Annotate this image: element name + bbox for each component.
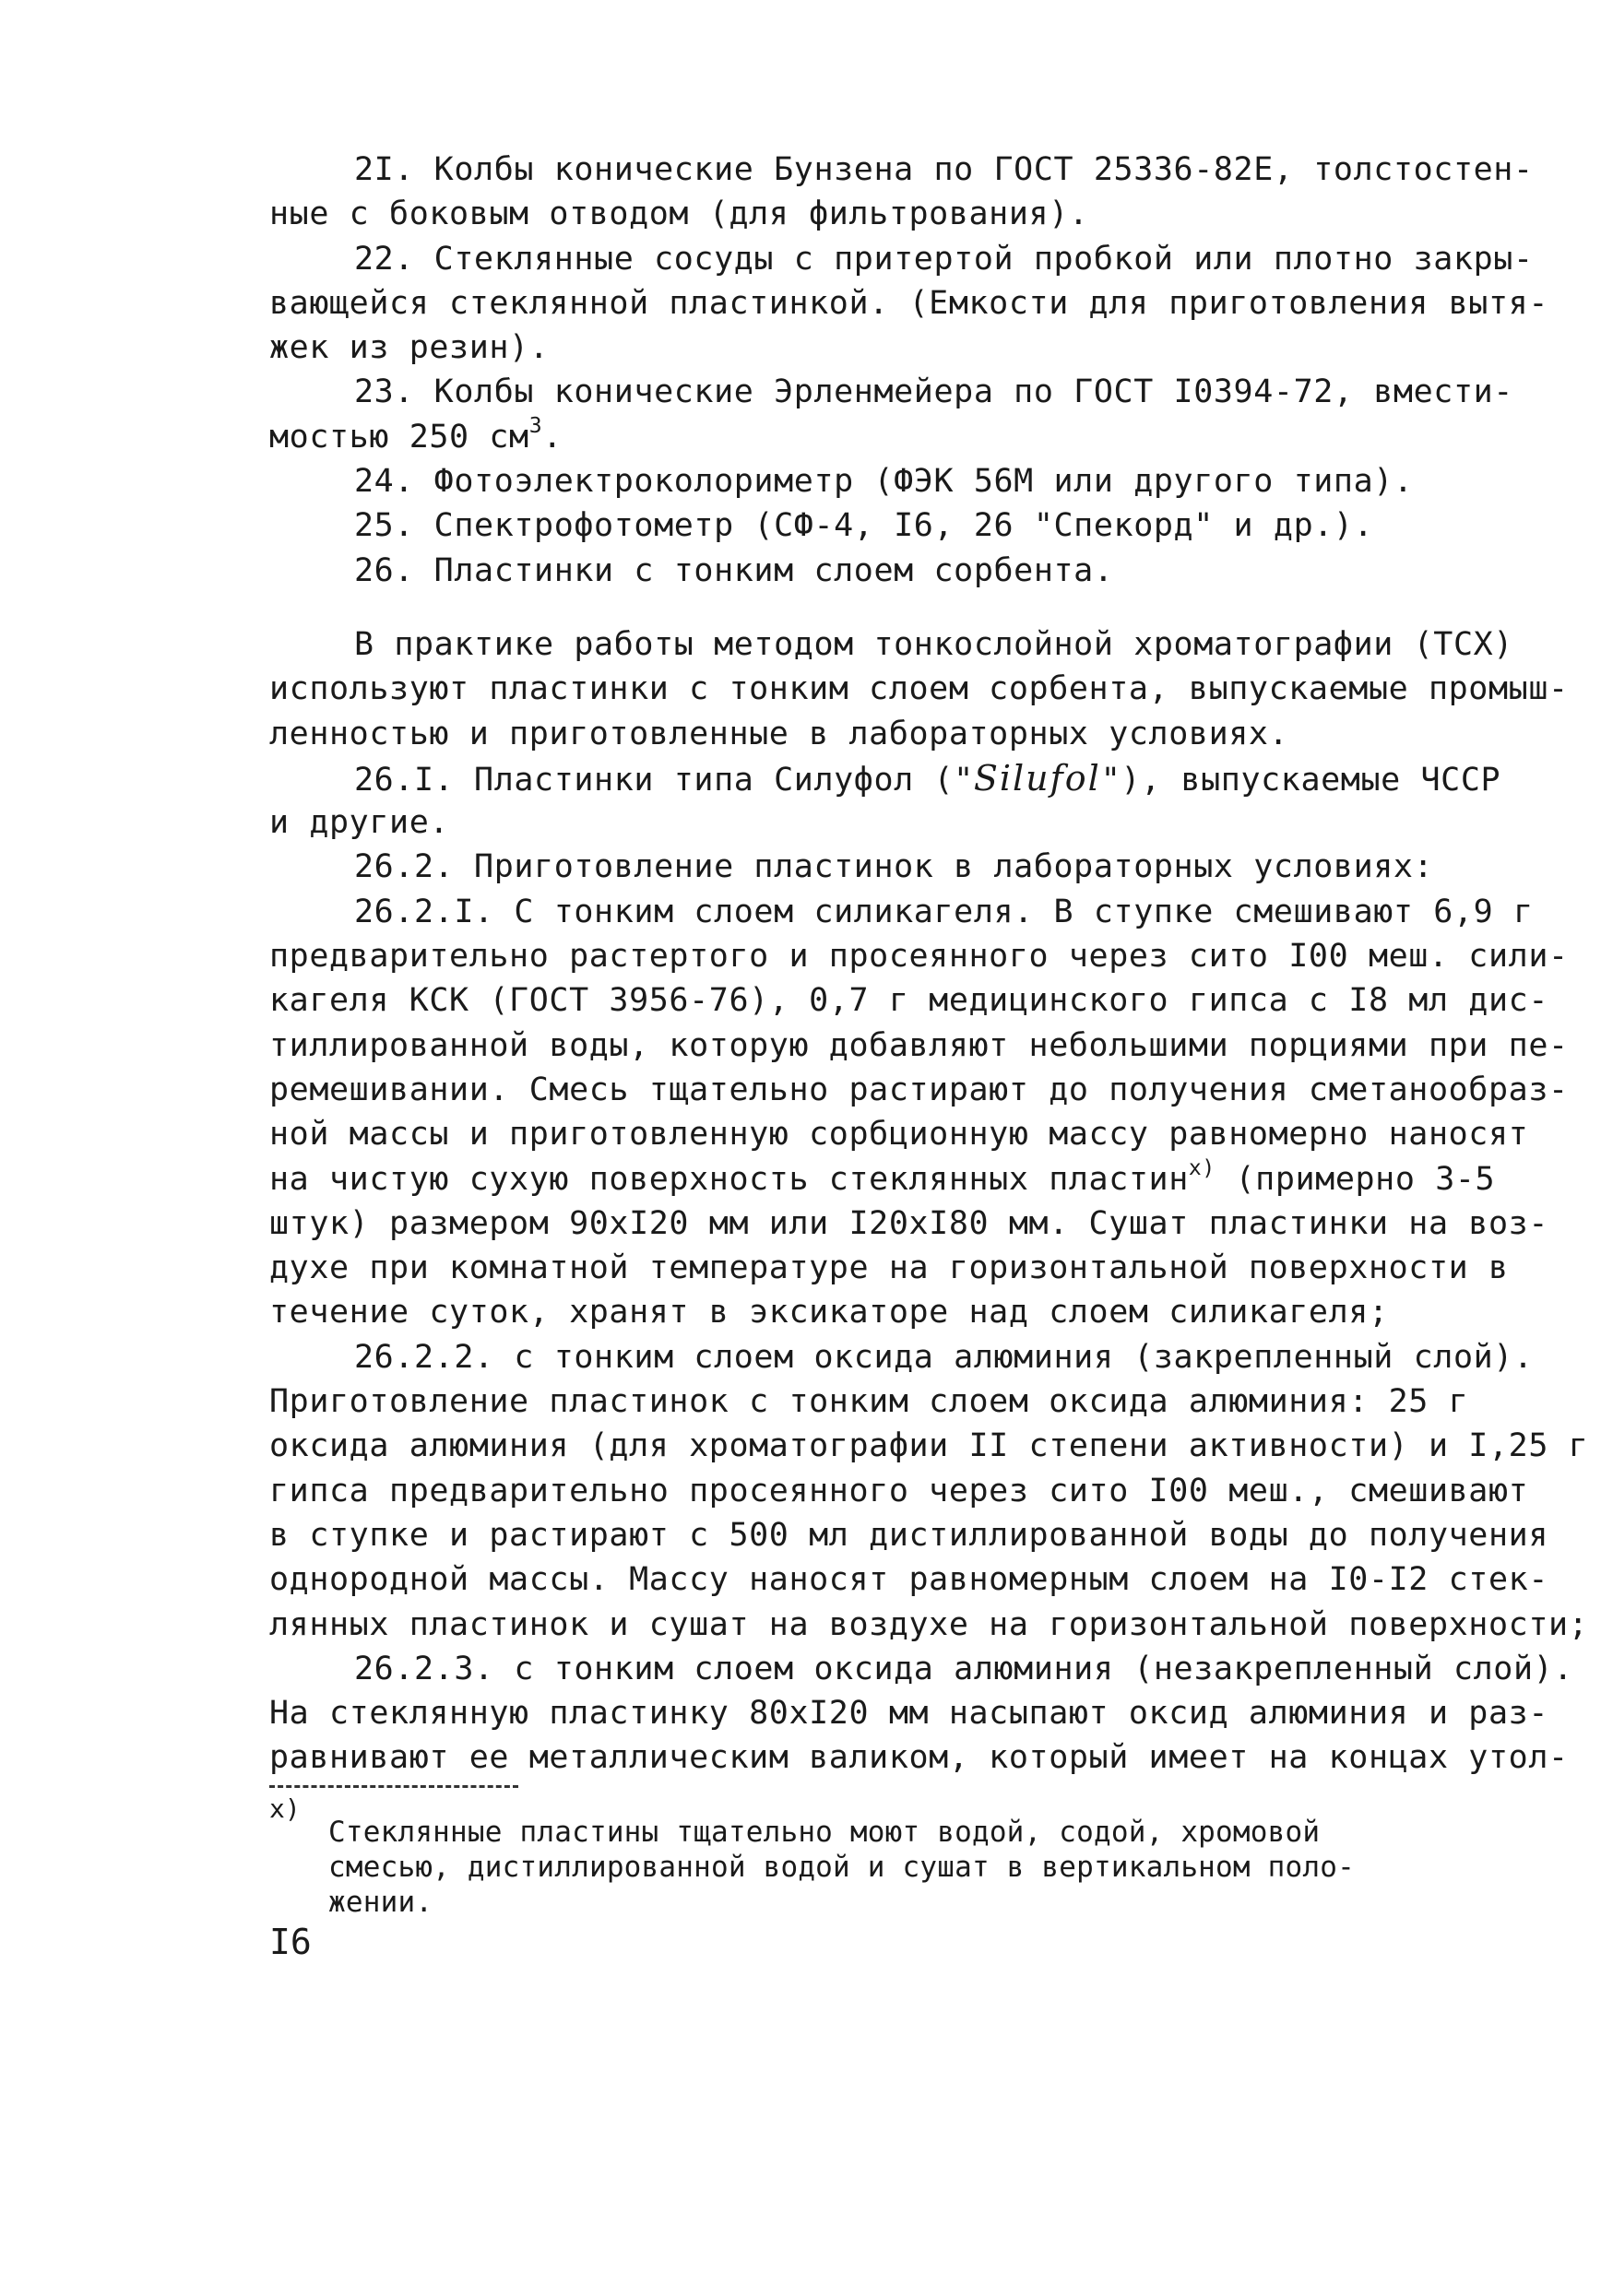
text-line: [269, 192, 1413, 236]
text-line: [269, 1603, 1589, 1647]
text-line: [269, 1112, 1529, 1156]
line-text: 26.I. Пластинки типа Силуфол (": [354, 761, 974, 799]
line-text: В практике работы методом тонкослойной хроматографии (ТСХ): [354, 625, 1513, 663]
line-text: штук) размером 90хI20 мм или I20хI80 мм. Сушат пластинки на воз-: [269, 1204, 1548, 1242]
text-line: [269, 622, 1513, 667]
line-text: однородной массы. Массу наносят равномерным слоем на I0-I2 стек-: [269, 1561, 1548, 1599]
text-line: [269, 1155, 1496, 1201]
text-line: [269, 756, 1501, 800]
line-text: 26.2. Приготовление пластинок в лабораторных условиях:: [354, 848, 1434, 886]
line-text: тиллированной воды, которую добавляют небольшими порциями при пе-: [269, 1026, 1569, 1064]
line-text: течение суток, хранят в эксикаторе над слоем силикагеля;: [269, 1294, 1389, 1331]
footnote-line: жении.: [328, 1886, 433, 1919]
line-text: на чистую сухую поверхность стеклянных пластин: [269, 1160, 1189, 1198]
line-text: гипса предварительно просеянного через сито I00 меш., смешивают: [269, 1472, 1529, 1509]
text-line: [269, 370, 1513, 414]
line-text-tail: .: [542, 418, 563, 456]
line-text: ленностью и приготовленные в лабораторных условиях.: [269, 715, 1289, 752]
superscript: 3: [528, 413, 543, 438]
line-text: 26.2.2. с тонким слоем оксида алюминия (закрепленный слой).: [354, 1338, 1534, 1376]
line-text: лянных пластинок и сушат на воздухе на горизонтальной поверхности;: [269, 1605, 1589, 1643]
line-text: вающейся стеклянной пластинкой. (Емкости для приготовления вытя-: [269, 284, 1548, 322]
footnote-marker: x): [269, 1793, 301, 1824]
text-line: [269, 845, 1434, 889]
footnote-line: Стеклянные пластины тщательно моют водой, содой, хромовой: [328, 1816, 1321, 1849]
footnote-separator: [269, 1785, 518, 1788]
line-text: жек из резин).: [269, 329, 550, 367]
text-line: [269, 1557, 1548, 1602]
text-line: [269, 1735, 1569, 1780]
paragraph-gap: [269, 593, 1413, 622]
text-line: [269, 1647, 1573, 1691]
text-line: [269, 459, 1413, 503]
line-text: оксида алюминия (для хроматографии II степени активности) и I,25 г: [269, 1427, 1589, 1465]
line-text: 25. Спектрофотометр (СФ-4, I6, 26 "Спекорд" и др.).: [354, 507, 1374, 545]
line-text: мостью 250 см: [269, 418, 529, 456]
text-line: [269, 1201, 1548, 1246]
text-line: [269, 978, 1548, 1023]
text-line: [269, 1335, 1534, 1379]
text-line: [269, 1469, 1529, 1513]
text-line: [269, 503, 1413, 548]
text-line: [269, 1290, 1413, 1334]
text-line: [269, 1379, 1469, 1424]
line-text: 26.2.3. с тонким слоем оксида алюминия (незакрепленный слой).: [354, 1650, 1573, 1687]
body-text: [269, 148, 1589, 1781]
line-text: и другие.: [269, 804, 450, 842]
footnote-line: смесью, дистиллированной водой и сушат в вертикальном поло-: [328, 1851, 1355, 1884]
text-line: [269, 890, 1534, 934]
footnote: [328, 1815, 1398, 1920]
text-line: [269, 281, 1548, 325]
line-text-tail: (примерно 3-5: [1215, 1160, 1496, 1198]
line-text: 22. Стеклянные сосуды с притертой пробкой или плотно закры-: [354, 240, 1534, 278]
line-text: ремешивании. Смесь тщательно растирают до получения сметанообраз-: [269, 1071, 1569, 1108]
text-line: [269, 1691, 1548, 1735]
text-line: [269, 1424, 1589, 1468]
text-line: [269, 934, 1569, 978]
line-text-tail: "), выпускаемые ЧССР: [1100, 761, 1501, 799]
line-text: 2I. Колбы конические Бунзена по ГОСТ 25336-82Е, толстостен-: [354, 151, 1534, 188]
text-line: [269, 237, 1534, 281]
text-line: [269, 800, 1413, 845]
handwritten-word: Silufol: [973, 757, 1101, 799]
text-line: [269, 549, 1413, 593]
text-line: [269, 325, 1413, 370]
text-line: [269, 1513, 1548, 1557]
page-number: I6: [269, 1922, 312, 1962]
line-text: 26.2.I. С тонким слоем силикагеля. В ступке смешивают 6,9 г: [354, 893, 1534, 930]
line-text: в ступке и растирают с 500 мл дистиллированной воды до получения: [269, 1516, 1548, 1554]
line-text: 24. Фотоэлектроколориметр (ФЭК 56М или другого типа).: [354, 463, 1414, 501]
line-text: используют пластинки с тонким слоем сорбента, выпускаемые промыш-: [269, 670, 1569, 708]
superscript: x): [1188, 1155, 1216, 1180]
text-line: [269, 148, 1534, 192]
text-line: [269, 712, 1413, 756]
line-text: ные с боковым отводом (для фильтрования).: [269, 195, 1089, 233]
text-line: [269, 415, 1413, 459]
line-text: духе при комнатной температуре на горизонтальной поверхности в: [269, 1249, 1509, 1287]
text-line: [269, 1024, 1569, 1068]
line-text: 23. Колбы конические Эрленмейера по ГОСТ I0394-72, вмести-: [354, 373, 1513, 411]
text-line: [269, 667, 1569, 711]
line-text: 26. Пластинки с тонким слоем сорбента.: [354, 551, 1114, 589]
line-text: На стеклянную пластинку 80хI20 мм насыпают оксид алюминия и раз-: [269, 1695, 1548, 1733]
line-text: Приготовление пластинок с тонким слоем оксида алюминия: 25 г: [269, 1383, 1469, 1421]
line-text: ной массы и приготовленную сорбционную массу равномерно наносят: [269, 1116, 1529, 1154]
line-text: кагеля КСК (ГОСТ 3956-76), 0,7 г медицинского гипса с I8 мл дис-: [269, 982, 1548, 1020]
line-text: равнивают ее металлическим валиком, который имеет на концах утол-: [269, 1739, 1569, 1777]
text-line: [269, 1246, 1509, 1290]
line-text: предварительно растертого и просеянного через сито I00 меш. сили-: [269, 938, 1569, 976]
text-line: [269, 1068, 1569, 1112]
